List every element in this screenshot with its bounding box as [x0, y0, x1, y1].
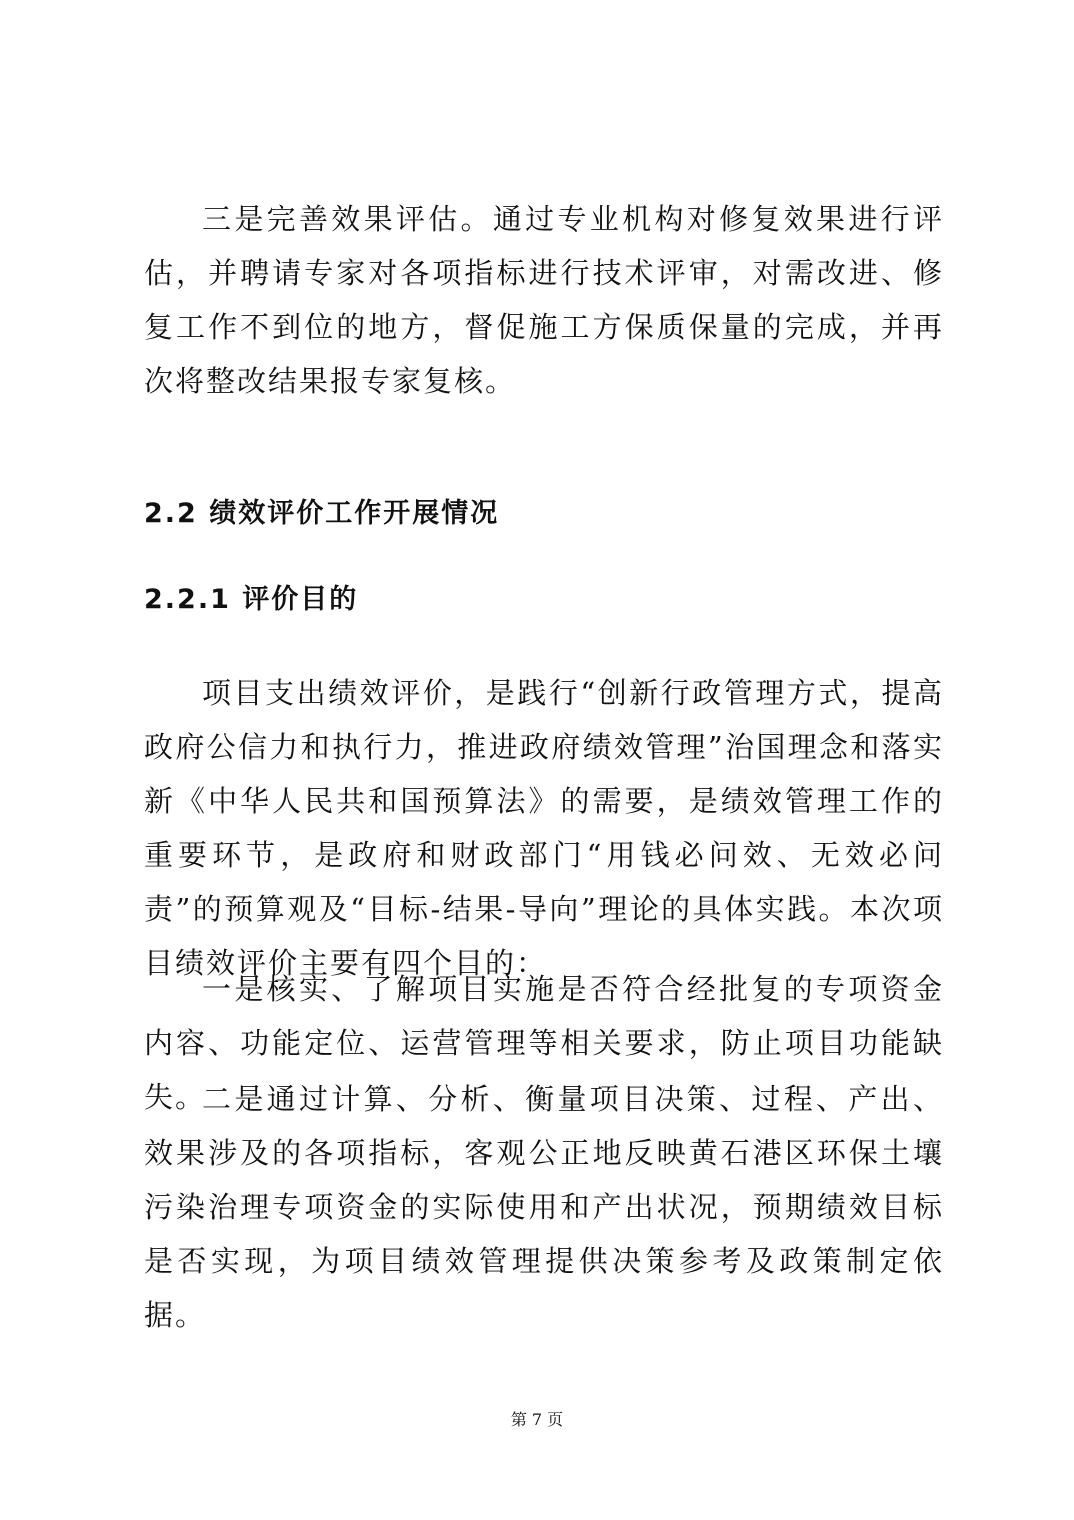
section-heading-2-2-1: [144, 580, 944, 620]
paragraph-text: 三是完善效果评估。通过专业机构对修复效果进行评估，并聘请专家对各项指标进行技术评审，对需改进、修复工作不到位的地方，督促施工方保质保量的完成，并再次将整改结果报专家复核。: [144, 202, 944, 398]
heading-text: 2.2 绩效评价工作开展情况: [144, 498, 500, 529]
paragraph-effect-evaluation: [144, 192, 944, 408]
paragraph-text: 项目支出绩效评价，是践行“创新行政管理方式，提高政府公信力和执行力，推进政府绩效管理”治国理念和落实新《中华人民共和国预算法》的需要，是绩效管理工作的重要环节，是政府和财政部门“用钱必问效、无效必问责”的预算观及“目标-结果-导向”理论的具体实践。本次项目绩效评价主要有四个目的：: [144, 676, 944, 980]
paragraph-text: 一是核实、了解项目实施是否符合经批复的专项资金内容、功能定位、运营管理等相关要求，防止项目功能缺失。: [144, 972, 944, 1114]
section-heading-2-2: [144, 494, 944, 534]
heading-text: 2.2.1 评价目的: [144, 584, 359, 615]
paragraph-purpose-two: [144, 1072, 944, 1342]
paragraph-purpose-intro: [144, 666, 944, 990]
paragraph-text: 二是通过计算、分析、衡量项目决策、过程、产出、效果涉及的各项指标，客观公正地反映黄石港区环保土壤污染治理专项资金的实际使用和产出状况，预期绩效目标是否实现，为项目绩效管理提供决策参考及政策制定依据。: [144, 1082, 944, 1332]
page-number: 第 7 页: [510, 1410, 564, 1429]
